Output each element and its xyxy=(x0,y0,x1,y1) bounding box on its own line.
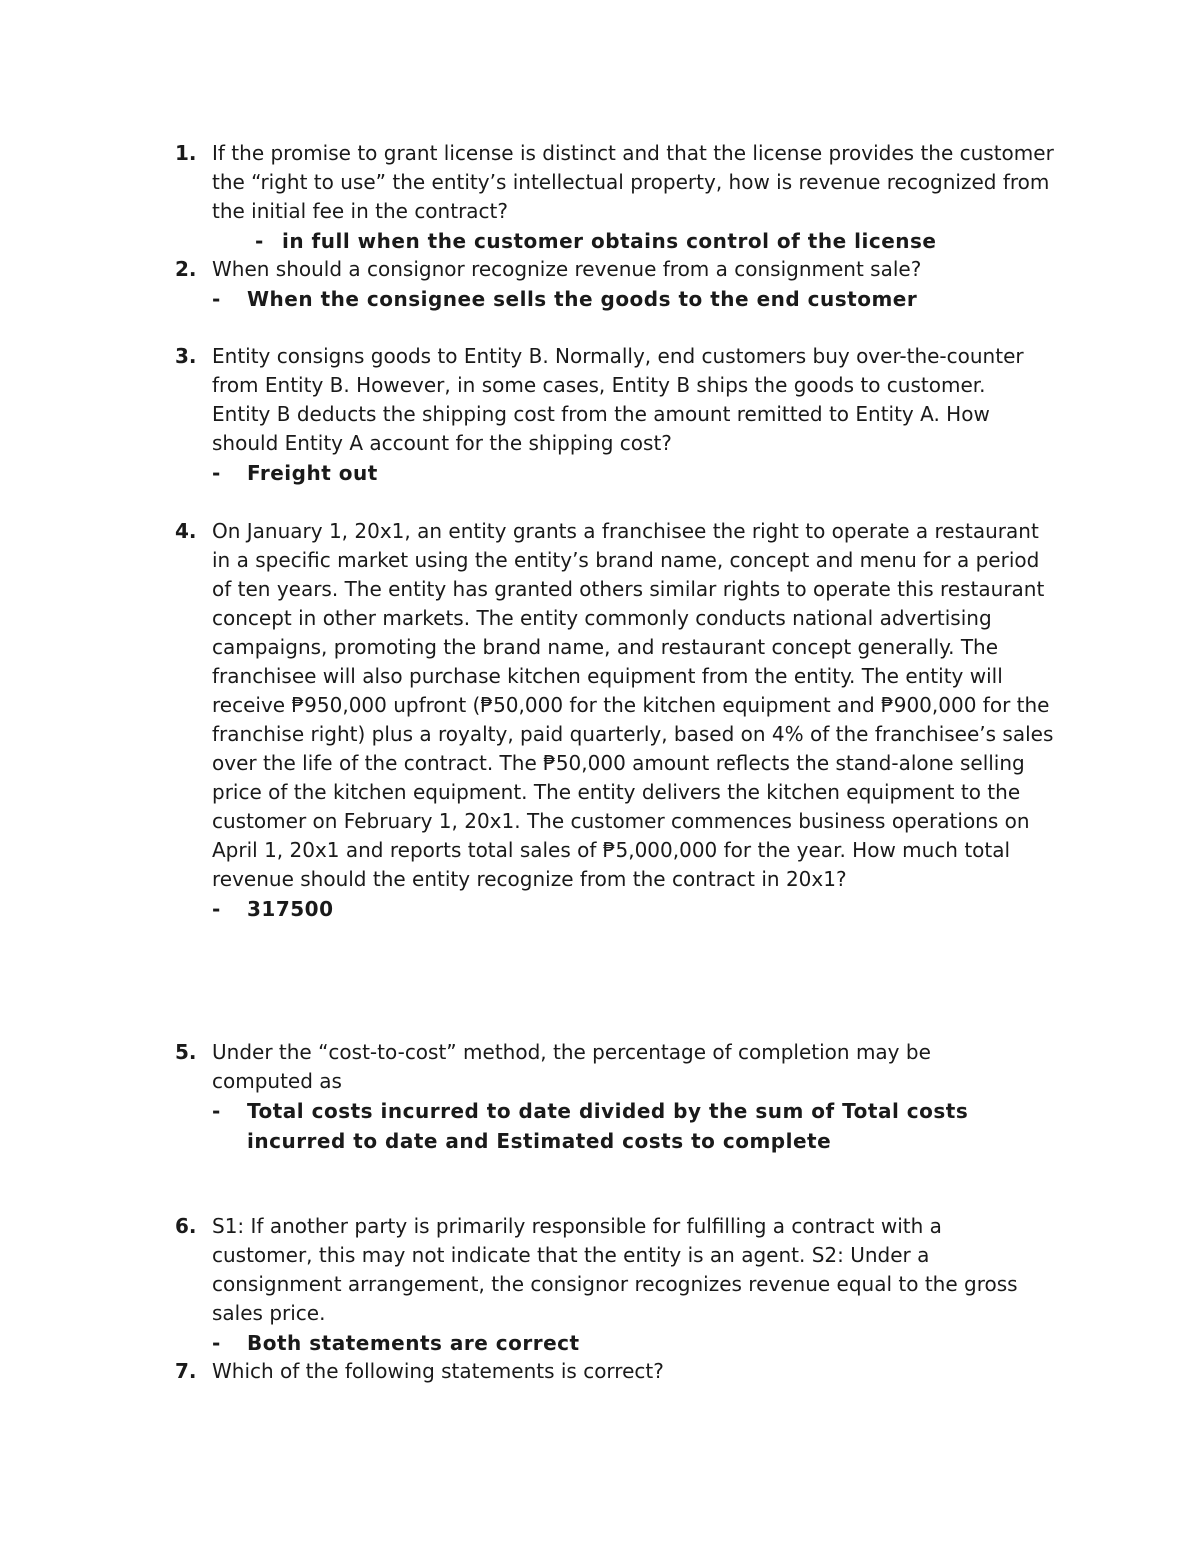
question-5 xyxy=(175,1038,1075,1156)
question-number: 6. xyxy=(175,1214,197,1238)
question-1 xyxy=(175,139,1075,256)
answer xyxy=(212,458,1075,488)
question-3 xyxy=(175,342,1075,488)
question-7 xyxy=(175,1357,1075,1386)
question-number: 5. xyxy=(175,1040,197,1064)
answer-text: Total costs incurred to date divided by the sum of Total costs incurred to date and Estimated costs to complete xyxy=(247,1099,969,1153)
answer-marker: - xyxy=(212,1099,221,1123)
question-text: When should a consignor recognize revenue from a consignment sale? xyxy=(212,257,922,281)
question-text: If the promise to grant license is distinct and that the license provides the customer the “right to use” the entity’s intellectual property, how is revenue recognized from the initial fee in the contract? xyxy=(212,141,1054,223)
question-6 xyxy=(175,1212,1075,1358)
answer-marker: - xyxy=(255,229,264,253)
answer-marker: - xyxy=(212,897,221,921)
answer xyxy=(255,226,1075,256)
answer xyxy=(212,1096,1075,1156)
question-2 xyxy=(175,255,1075,314)
answer xyxy=(212,1328,1075,1358)
answer-text: Freight out xyxy=(247,461,378,485)
question-text: Entity consigns goods to Entity B. Normally, end customers buy over-the-counter from Entity B. However, in some cases, Entity B ships the goods to customer. Entity B deducts the shipping cost from the amount remitted to Entity A. How should Entity A account for the shipping cost? xyxy=(212,344,1024,455)
question-number: 3. xyxy=(175,344,197,368)
answer-text: When the consignee sells the goods to the end customer xyxy=(247,287,918,311)
answer-text: in full when the customer obtains control of the license xyxy=(282,229,937,253)
question-text: S1: If another party is primarily responsible for fulfilling a contract with a customer, this may not indicate that the entity is an agent. S2: Under a consignment arrangement, the consignor recognizes revenue equal to the gross sales price. xyxy=(212,1214,1018,1325)
answer-marker: - xyxy=(212,461,221,485)
question-number: 1. xyxy=(175,141,197,165)
answer-text: Both statements are correct xyxy=(247,1331,580,1355)
question-text: Under the “cost-to-cost” method, the percentage of completion may be computed as xyxy=(212,1040,931,1093)
question-text: On January 1, 20x1, an entity grants a franchisee the right to operate a restaurant in a specific market using the entity’s brand name, concept and menu for a period of ten years. The entity has granted others similar rights to operate this restaurant concept in other markets. The entity commonly conducts national advertising campaigns, promoting the brand name, and restaurant concept generally. The franchisee will also purchase kitchen equipment from the entity. The entity will receive ₱950,000 upfront (₱50,000 for the kitchen equipment and ₱900,000 for the franchise right) plus a royalty, paid quarterly, based on 4% of the franchisee’s sales over the life of the contract. The ₱50,000 amount reflects the stand-alone selling price of the kitchen equipment. The entity delivers the kitchen equipment to the customer on February 1, 20x1. The customer commences business operations on April 1, 20x1 and reports total sales of ₱5,000,000 for the year. How much total revenue should the entity recognize from the contract in 20x1? xyxy=(212,519,1054,891)
answer xyxy=(212,284,1075,314)
question-number: 4. xyxy=(175,519,197,543)
answer xyxy=(212,894,1075,924)
answer-marker: - xyxy=(212,287,221,311)
question-number: 7. xyxy=(175,1359,197,1383)
answer-text: 317500 xyxy=(247,897,334,921)
question-text: Which of the following statements is correct? xyxy=(212,1359,664,1383)
question-number: 2. xyxy=(175,257,197,281)
answer-marker: - xyxy=(212,1331,221,1355)
question-4 xyxy=(175,517,1075,924)
